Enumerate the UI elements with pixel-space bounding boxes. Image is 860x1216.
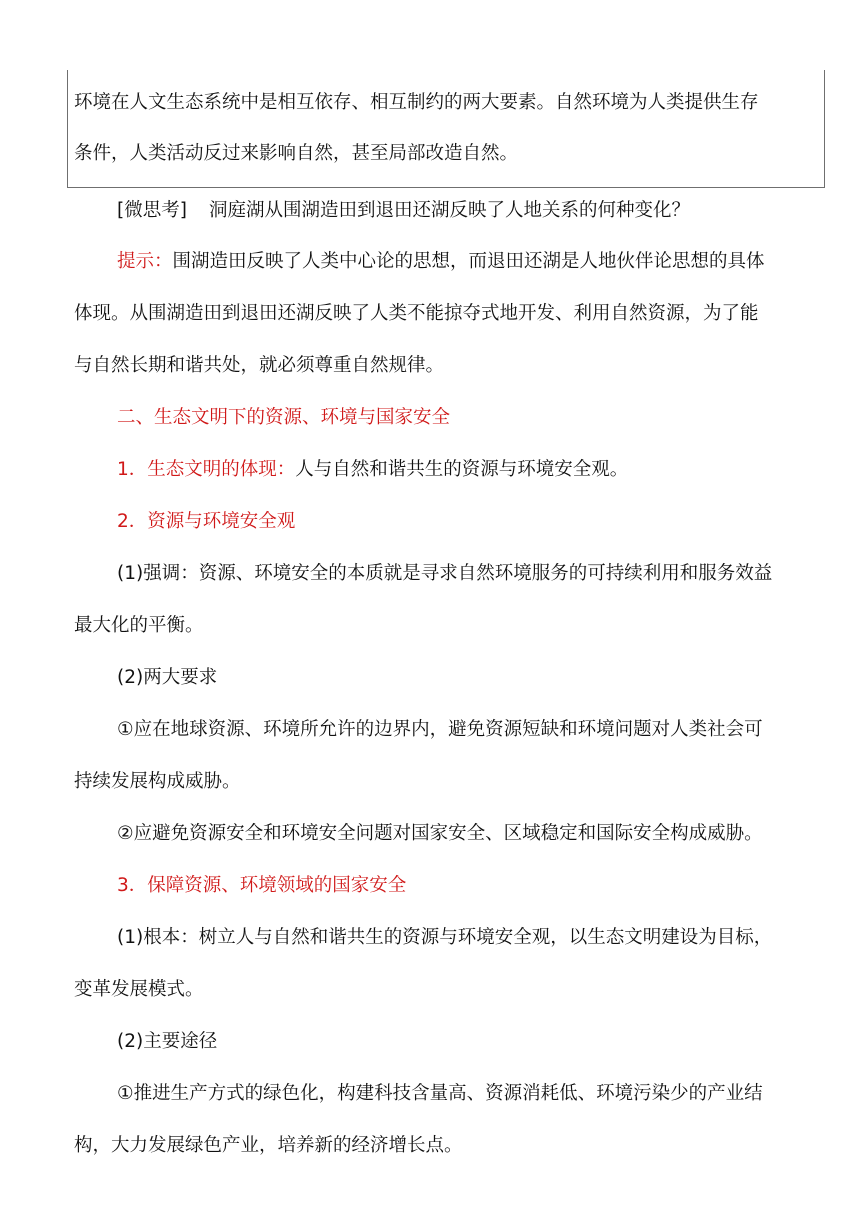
item1-paragraph xyxy=(117,457,860,483)
hint-line-2: 体现。从围湖造田到退田还湖反映了人类不能掠夺式地开发、利用自然资源，为了能 xyxy=(74,303,759,324)
note-line-1: 环境在人文生态系统中是相互依存、相互制约的两大要素。自然环境为人类提供生存 xyxy=(74,92,759,113)
hint-text-1: 围湖造田反映了人类中心论的思想，而退田还湖是人地伙伴论思想的具体 xyxy=(172,251,765,272)
item2-p2: (2)两大要求 xyxy=(117,667,218,688)
item3-heading: 3．保障资源、环境领域的国家安全 xyxy=(117,875,407,896)
item2-p3-line1: ①应在地球资源、环境所允许的边界内，避免资源短缺和环境问题对人类社会可 xyxy=(117,719,763,740)
note-line-2: 条件，人类活动反过来影响自然，甚至局部改造自然。 xyxy=(74,143,519,164)
hint-label: 提示： xyxy=(117,251,173,272)
item2-p3-line2: 持续发展构成威胁。 xyxy=(74,771,241,792)
hint-line-1 xyxy=(117,249,860,275)
item3-p2: (2)主要途径 xyxy=(117,1031,218,1052)
item3-p3-line2: 构，大力发展绿色产业，培养新的经济增长点。 xyxy=(74,1135,463,1156)
hint-line-3: 与自然长期和谐共处，就必须尊重自然规律。 xyxy=(74,355,445,376)
item2-p1-line2: 最大化的平衡。 xyxy=(74,615,204,636)
item1-label: 1．生态文明的体现： xyxy=(117,459,296,480)
item3-p1-line2: 变革发展模式。 xyxy=(74,979,204,1000)
think-label: [微思考] xyxy=(117,200,187,221)
item3-p3-line1: ①推进生产方式的绿色化，构建科技含量高、资源消耗低、环境污染少的产业结 xyxy=(117,1083,763,1104)
think-question: 洞庭湖从围湖造田到退田还湖反映了人地关系的何种变化？ xyxy=(208,200,690,221)
think-paragraph xyxy=(117,198,860,224)
item2-heading: 2．资源与环境安全观 xyxy=(117,511,296,532)
item2-p1-line1: (1)强调：资源、环境安全的本质就是寻求自然环境服务的可持续利用和服务效益 xyxy=(117,563,773,584)
bordered-note-box xyxy=(67,70,825,188)
item3-p1-line1: (1)根本：树立人与自然和谐共生的资源与环境安全观，以生态文明建设为目标， xyxy=(117,927,773,948)
section-heading: 二、生态文明下的资源、环境与国家安全 xyxy=(117,407,451,428)
item2-p4: ②应避免资源安全和环境安全问题对国家安全、区域稳定和国际安全构成威胁。 xyxy=(117,823,763,844)
item1-text: 人与自然和谐共生的资源与环境安全观。 xyxy=(295,459,629,480)
